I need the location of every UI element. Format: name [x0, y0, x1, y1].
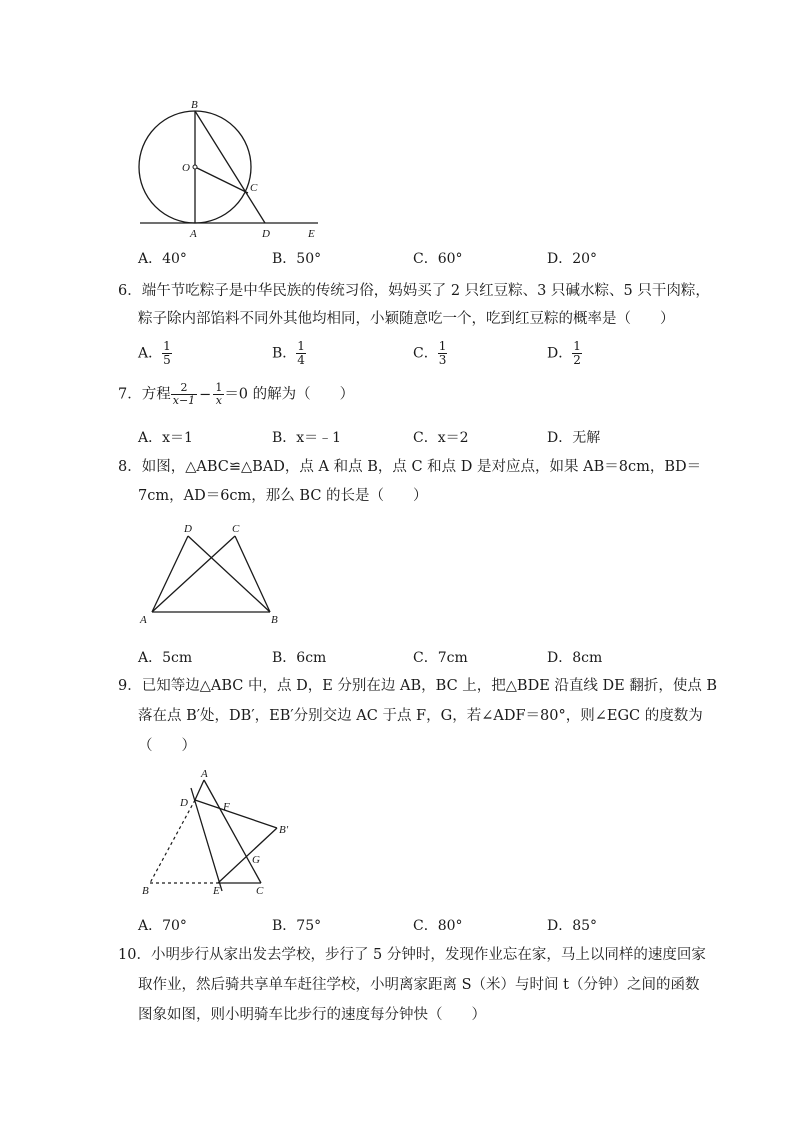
q9-label-B1: B′ — [279, 824, 289, 836]
q7-equation: 7．方程 $\frac{2}{x-1}$ − $\frac{1}{x}$ ＝0 的解为（ ） — [118, 381, 355, 407]
q8-text-line1: 8．如图，△ABC≌△BAD，点 A 和点 B，点 C 和点 D 是对应点，如果 AB＝8cm，BD＝ — [118, 459, 702, 475]
q9-option-d: D．85° — [547, 918, 598, 934]
q5-label-A: A — [190, 228, 197, 240]
q9-figure — [135, 766, 305, 901]
q6-option-c: C． $\frac{1}{3}$ — [413, 339, 447, 367]
q10-text-line3: 图象如图，则小明骑车比步行的速度每分钟快（ ） — [138, 1007, 486, 1023]
q10-text-line1: 10．小明步行从家出发去学校，步行了 5 分钟时，发现作业忘在家，马上以同样的速度回家 — [118, 947, 706, 963]
q9-option-b: B．75° — [272, 918, 322, 934]
q8-line-DB — [188, 536, 270, 612]
q9-label-B: B — [142, 885, 149, 897]
q6-option-d: D． $\frac{1}{2}$ — [547, 339, 581, 367]
q9-line-EB1 — [218, 828, 277, 883]
q9-line-DB1 — [195, 800, 277, 828]
q8-figure — [135, 520, 295, 630]
q8-option-a: A．5cm — [138, 650, 193, 666]
q7-option-d: D．无解 — [547, 430, 601, 446]
q9-label-C: C — [256, 885, 264, 897]
q5-center-dot — [193, 165, 197, 169]
q9-label-D: D — [180, 797, 188, 809]
q6-option-a: A． $\frac{1}{5}$ — [138, 339, 171, 367]
q9-line-AD — [195, 780, 204, 800]
q5-option-a: A．40° — [138, 251, 187, 267]
q9-label-A: A — [201, 768, 208, 780]
q8-label-C: C — [232, 523, 240, 535]
q7-option-b: B．x＝﹣1 — [272, 430, 342, 446]
q8-line-AD — [152, 536, 188, 612]
q8-label-D: D — [184, 523, 192, 535]
q9-text-line3: （ ） — [138, 738, 196, 754]
q9-label-E: E — [213, 885, 220, 897]
q9-label-F: F — [223, 801, 230, 813]
q8-option-c: C．7cm — [413, 650, 468, 666]
q6-text-line1: 6．端午节吃粽子是中华民族的传统习俗，妈妈买了 2 只红豆粽、3 只碱水粽、5 只干肉粽， — [118, 283, 710, 299]
q9-line-DB-dashed — [150, 800, 195, 883]
q9-option-a: A．70° — [138, 918, 187, 934]
q7-option-c: C．x＝2 — [413, 430, 469, 446]
q8-label-B: B — [271, 614, 278, 626]
q5-line-OC — [195, 167, 248, 193]
q8-option-d: D．8cm — [547, 650, 603, 666]
q5-option-c: C．60° — [413, 251, 463, 267]
q5-option-b: B．50° — [272, 251, 322, 267]
q5-label-C: C — [250, 182, 258, 194]
q8-text-line2: 7cm，AD＝6cm，那么 BC 的长是（ ） — [138, 488, 428, 504]
q9-option-c: C．80° — [413, 918, 463, 934]
q9-label-G: G — [252, 854, 260, 866]
q8-label-A: A — [140, 614, 147, 626]
q6-option-b: B． $\frac{1}{4}$ — [272, 339, 305, 367]
q6-text-line2: 粽子除内部馅料不同外其他均相同，小颖随意吃一个，吃到红豆粽的概率是（ ） — [138, 311, 675, 327]
q9-line-AC — [204, 780, 261, 883]
q9-text-line2: 落在点 B′处，DB′，EB′分别交边 AC 于点 F，G，若∠ADF＝80°，则∠EGC 的度数为 — [138, 708, 703, 724]
q7-option-a: A．x＝1 — [138, 430, 193, 446]
q8-option-b: B．6cm — [272, 650, 327, 666]
q5-label-D: D — [262, 228, 270, 240]
q5-option-d: D．20° — [547, 251, 598, 267]
q5-label-E: E — [308, 228, 315, 240]
q5-label-B: B — [191, 99, 198, 111]
q10-text-line2: 取作业，然后骑共享单车赶往学校，小明离家距离 S（米）与时间 t（分钟）之间的函数 — [138, 977, 700, 993]
q8-line-AC — [152, 536, 235, 612]
q5-label-O: O — [182, 162, 190, 174]
q8-line-CB — [235, 536, 270, 612]
q5-line-BD — [195, 111, 265, 223]
q5-figure — [130, 95, 330, 240]
q9-text-line1: 9．已知等边△ABC 中，点 D，E 分别在边 AB，BC 上，把△BDE 沿直线 DE 翻折，使点 B — [118, 678, 718, 694]
